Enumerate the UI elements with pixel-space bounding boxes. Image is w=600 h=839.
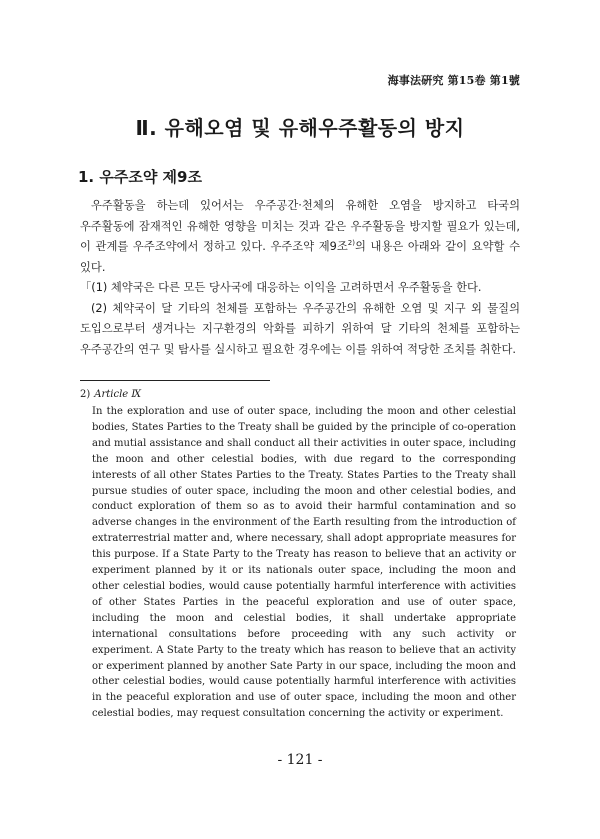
section-heading: 1. 우주조약 제9조 <box>78 168 202 186</box>
running-header: 海事法硏究 第15卷 第1號 <box>387 74 520 87</box>
body-paragraph-1-tail: 의 내용은 아래와 같이 요약할 수 있다. <box>80 240 520 274</box>
body-paragraph-1 <box>80 196 520 278</box>
footnote <box>80 386 520 722</box>
body-paragraph-1-text: 우주활동을 하는데 있어서는 우주공간·천체의 유해한 오염을 방지하고 타국의 우주활동에 잠재적인 유해한 영향을 미치는 것과 같은 우주활동을 방지할 필요가 있는데, 이 관계를 우주조약에서 정하고 있다. 우주조약 제9조 <box>80 199 520 253</box>
footnote-label <box>80 386 520 403</box>
body-paragraph-3: (2) 체약국이 달 기타의 천체를 포함하는 우주공간의 유해한 오염 및 지구 외 물질의 도입으로부터 생겨나는 지구환경의 악화를 피하기 위하여 달 기타의 천체를 포함하는 우주공간의 연구 및 탐사를 실시하고 필요한 경우에는 이를 위하여 적당한 조치를 취한다. <box>80 301 520 356</box>
page-number: - 121 - <box>277 752 323 768</box>
footnote-divider <box>80 380 270 381</box>
body-text <box>80 196 520 360</box>
chapter-title: Ⅱ. 유해오염 및 유해우주활동의 방지 <box>135 116 465 140</box>
footnote-number: 2) <box>80 389 91 400</box>
footnote-text: In the exploration and use of outer space, including the moon and other celestial bodies, States Parties to the Treaty shall be guided by the principle of co-operation and mutial assistance and shall conduct all their activities in outer space, including the moon and other celestial bodies, with due regard to the corresponding interests of all other States Parties to the Treaty. States Parties to the Treaty shall pursue studies of outer space, including the moon and other celestial bodies, and conduct exploration of them so as to avoid their harmful contamination and so adverse changes in the environment of the Earth resulting from the introduction of extraterrestrial matter and, where necessary, shall adopt appropriate measures for this purpose. If a State Party to the Treaty has reason to believe that an activity or experiment planned by it or its nationals outer space, including the moon and other celestial bodies, would cause potentially harmful interference with activities of other States Parties in the peaceful exploration and use of outer space, including the moon and celestial bodies, it shall undertake appropriate international consultations before proceeding with any such activity or experiment. A State Party to the treaty which has reason to believe that an activity or experiment planned by another Sate Party in our space, including the moon and other celestial bodies, would cause potentially harmful interference with activities in the peaceful exploration and use of outer space, including the moon and other celestial bodies, may request consultation concerning the activity or experiment. <box>92 406 516 720</box>
footnote-reference: 2) <box>347 239 355 248</box>
footnote-title: Article Ⅸ <box>94 389 142 400</box>
body-paragraph-2: 「(1) 체약국은 다른 모든 당사국에 대응하는 이익을 고려하면서 우주활동을 한다. <box>80 281 482 294</box>
